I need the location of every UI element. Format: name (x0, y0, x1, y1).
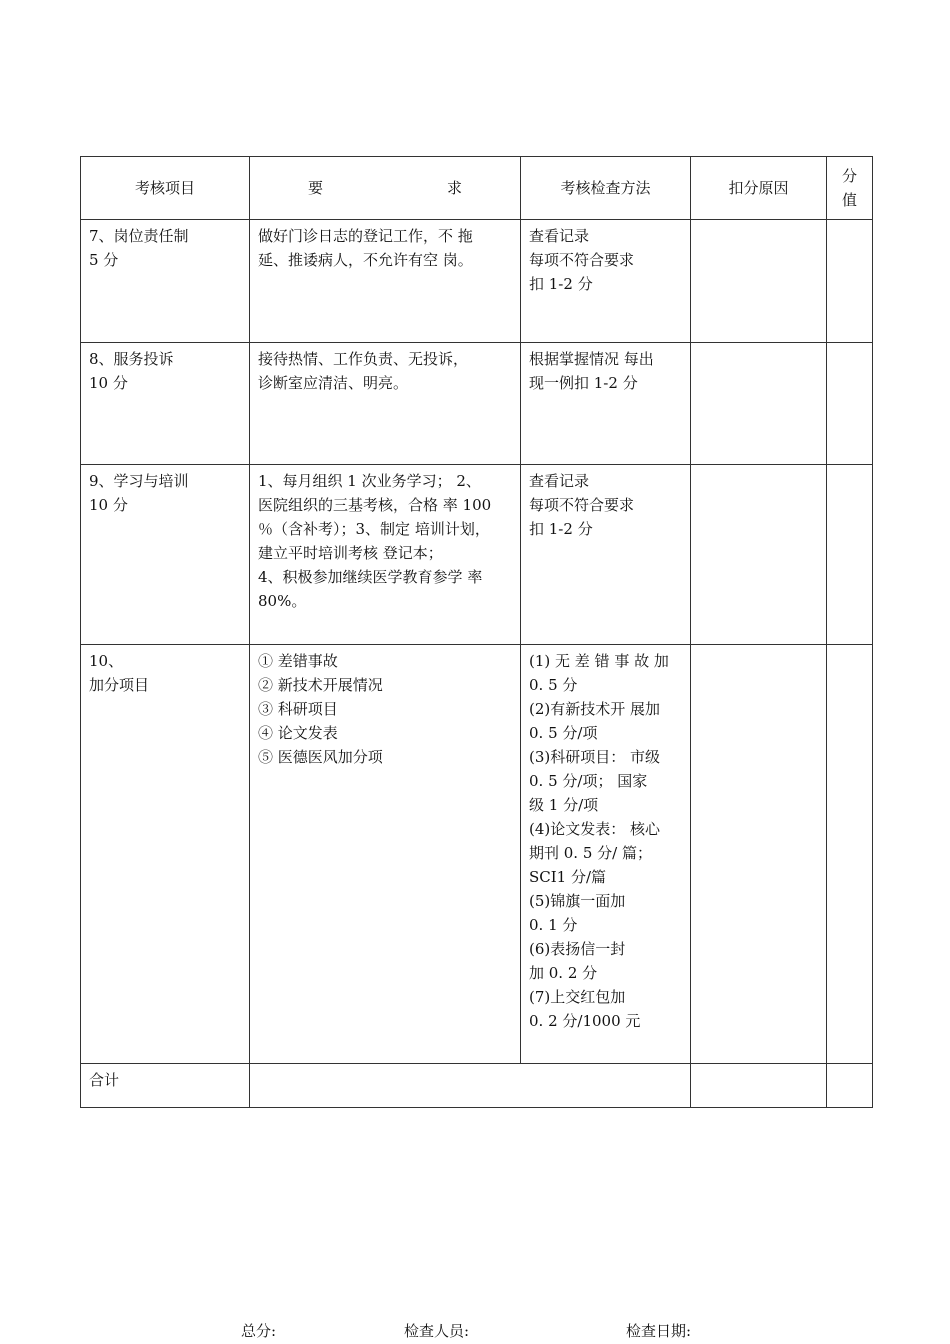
method-line: 每项不符合要求 (529, 496, 635, 514)
reason-cell[interactable] (691, 343, 827, 465)
method-line: 0. 5 分 (529, 676, 578, 694)
requirement-line: ％（含补考）；3、制定 培训计划， (258, 520, 490, 538)
item-cell (81, 645, 250, 1064)
method-line: (6)表扬信一封 (529, 940, 626, 958)
footer-total-score: 总分: (241, 1322, 277, 1340)
method-line: 现一例扣 1-2 分 (529, 374, 638, 392)
reason-cell[interactable] (691, 220, 827, 343)
item-cell (81, 465, 250, 645)
item-line: 9、学习与培训 (89, 472, 189, 490)
method-line: SCI1 分/篇 (529, 868, 607, 886)
footer-inspector: 检查人员: (404, 1322, 470, 1340)
requirement-line: 诊断室应清洁、明亮。 (258, 374, 409, 392)
requirement-line: ① 差错事故 (258, 652, 338, 670)
requirement-line: 接待热情、工作负责、无投诉， (258, 350, 469, 368)
method-cell (521, 645, 691, 1064)
method-line: (1) 无 差 错 事 故 加 (529, 652, 669, 670)
requirement-line: ④ 论文发表 (258, 724, 338, 742)
table-row (81, 465, 873, 645)
reason-cell[interactable] (691, 645, 827, 1064)
requirement-line: ② 新技术开展情况 (258, 676, 383, 694)
requirement-line: 1、每月组织 1 次业务学习； 2、 (258, 472, 481, 490)
requirement-line: ⑤ 医德医风加分项 (258, 748, 383, 766)
score-cell[interactable] (827, 465, 873, 645)
requirement-line: 延、推诿病人，不允许有空 岗。 (258, 251, 473, 269)
method-line: 0. 5 分/项； 国家 (529, 772, 648, 790)
total-value-cell[interactable] (250, 1064, 691, 1108)
requirement-line: ③ 科研项目 (258, 700, 338, 718)
header-requirement (250, 157, 521, 220)
header-row (81, 157, 873, 220)
score-cell[interactable] (827, 343, 873, 465)
item-line: 10、 (89, 652, 124, 670)
item-line: 7、岗位责任制 (89, 227, 189, 245)
requirement-line: 建立平时培训考核 登记本； (258, 544, 443, 562)
method-line: 扣 1-2 分 (529, 520, 593, 538)
requirement-line: 4、积极参加继续医学教育参学 率 (258, 568, 483, 586)
method-line: 0. 5 分/项 (529, 724, 598, 742)
item-line: 10 分 (89, 496, 128, 514)
method-line: 根据掌握情况 每出 (529, 350, 654, 368)
total-score-cell[interactable] (827, 1064, 873, 1108)
method-line: 级 1 分/项 (529, 796, 599, 814)
table-row (81, 645, 873, 1064)
requirement-cell (250, 465, 521, 645)
method-line: 查看记录 (529, 227, 590, 245)
method-line: (7)上交红包加 (529, 988, 626, 1006)
total-reason-cell[interactable] (691, 1064, 827, 1108)
item-cell (81, 343, 250, 465)
total-row (81, 1064, 873, 1108)
method-line: (4)论文发表： 核心 (529, 820, 661, 838)
header-item: 考核项目 (81, 157, 250, 220)
header-req-right: 求 (446, 179, 462, 197)
method-line: (2)有新技术开 展加 (529, 700, 661, 718)
method-line: (5)锦旗一面加 (529, 892, 626, 910)
method-line: 0. 1 分 (529, 916, 578, 934)
requirement-line: 80%。 (258, 592, 307, 610)
score-cell[interactable] (827, 645, 873, 1064)
score-cell[interactable] (827, 220, 873, 343)
requirement-line: 做好门诊日志的登记工作，不 拖 (258, 227, 473, 245)
item-line: 加分项目 (89, 676, 150, 694)
item-line: 5 分 (89, 251, 119, 269)
method-line: 查看记录 (529, 472, 590, 490)
item-line: 8、服务投诉 (89, 350, 174, 368)
method-line: 每项不符合要求 (529, 251, 635, 269)
header-req-left: 要 (308, 179, 324, 197)
header-method: 考核检查方法 (521, 157, 691, 220)
requirement-line: 医院组织的三基考核，合格 率 100 (258, 496, 492, 514)
method-line: 扣 1-2 分 (529, 275, 593, 293)
table-row (81, 220, 873, 343)
table-row (81, 343, 873, 465)
assessment-table (80, 156, 873, 1108)
header-score: 分 值 (827, 157, 873, 220)
method-line: 期刊 0. 5 分/ 篇； (529, 844, 652, 862)
method-line: 加 0. 2 分 (529, 964, 598, 982)
header-reason: 扣分原因 (691, 157, 827, 220)
item-cell (81, 220, 250, 343)
requirement-cell (250, 220, 521, 343)
total-label: 合计 (81, 1064, 250, 1108)
footer-inspection-date: 检查日期: (626, 1322, 692, 1340)
method-line: (3)科研项目： 市级 (529, 748, 661, 766)
requirement-cell (250, 343, 521, 465)
method-line: 0. 2 分/1000 元 (529, 1012, 641, 1030)
method-cell (521, 343, 691, 465)
reason-cell[interactable] (691, 465, 827, 645)
item-line: 10 分 (89, 374, 128, 392)
method-cell (521, 220, 691, 343)
requirement-cell (250, 645, 521, 1064)
method-cell (521, 465, 691, 645)
